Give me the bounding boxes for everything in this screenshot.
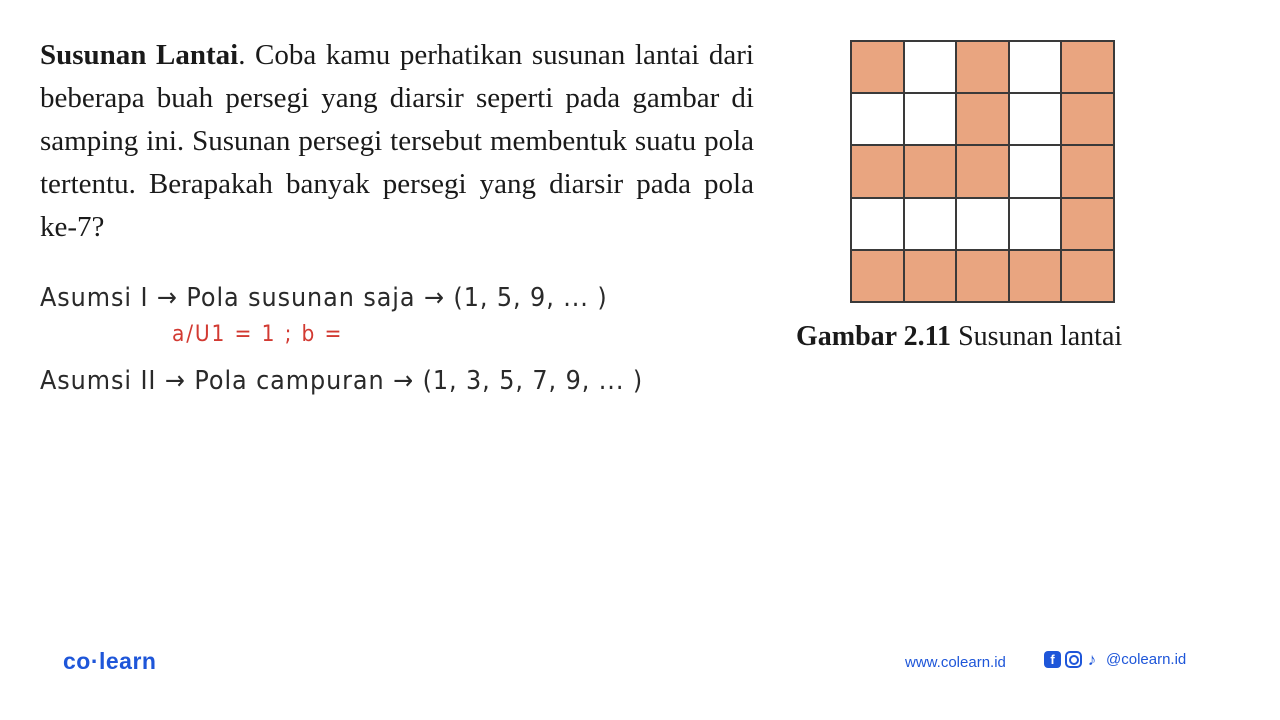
blank-tile	[1010, 146, 1061, 196]
blank-tile	[1010, 94, 1061, 144]
problem-body: . Coba kamu perhatikan susunan lantai dari beberapa buah persegi yang diarsir seperti pada gambar di samping ini. Susunan persegi tersebut membentuk suatu pola tertentu. Berapakah banyak persegi yang diarsir pada pola ke-7?	[40, 39, 754, 243]
shaded-tile	[957, 94, 1008, 144]
figure-caption-label: Gambar 2.11	[796, 321, 952, 352]
blank-tile	[905, 94, 956, 144]
facebook-icon[interactable]: f	[1044, 651, 1061, 668]
shaded-tile	[957, 251, 1008, 301]
blank-tile	[1010, 42, 1061, 92]
shaded-tile	[852, 42, 903, 92]
social-links	[1044, 651, 1186, 668]
shaded-tile	[1062, 146, 1113, 196]
blank-tile	[957, 199, 1008, 249]
shaded-tile	[852, 146, 903, 196]
handwritten-note-assumption-2: Asumsi II → Pola campuran → (1, 3, 5, 7, 9, ... )	[40, 366, 644, 396]
social-handle[interactable]: @colearn.id	[1106, 651, 1187, 668]
handwritten-note-first-term: a/U1 = 1 ; b =	[172, 322, 344, 347]
problem-text	[40, 34, 754, 249]
tiktok-icon[interactable]: ♪	[1087, 650, 1097, 669]
shaded-tile	[957, 146, 1008, 196]
shaded-tile	[852, 251, 903, 301]
instagram-icon[interactable]	[1065, 651, 1082, 668]
shaded-tile	[1062, 199, 1113, 249]
figure-caption	[796, 321, 1122, 353]
shaded-tile	[905, 251, 956, 301]
shaded-tile	[905, 146, 956, 196]
shaded-tile	[1062, 42, 1113, 92]
blank-tile	[852, 94, 903, 144]
blank-tile	[852, 199, 903, 249]
shaded-tile	[1062, 251, 1113, 301]
shaded-tile	[1062, 94, 1113, 144]
blank-tile	[905, 199, 956, 249]
website-link[interactable]: www.colearn.id	[905, 654, 1006, 671]
shaded-tile	[957, 42, 1008, 92]
colearn-logo: co·learn	[63, 648, 157, 674]
handwritten-note-assumption-1: Asumsi I → Pola susunan saja → (1, 5, 9, ... )	[40, 283, 608, 313]
problem-title: Susunan Lantai	[40, 39, 239, 71]
floor-pattern-grid	[850, 40, 1115, 303]
figure-caption-text: Susunan lantai	[951, 321, 1123, 352]
blank-tile	[905, 42, 956, 92]
shaded-tile	[1010, 251, 1061, 301]
blank-tile	[1010, 199, 1061, 249]
